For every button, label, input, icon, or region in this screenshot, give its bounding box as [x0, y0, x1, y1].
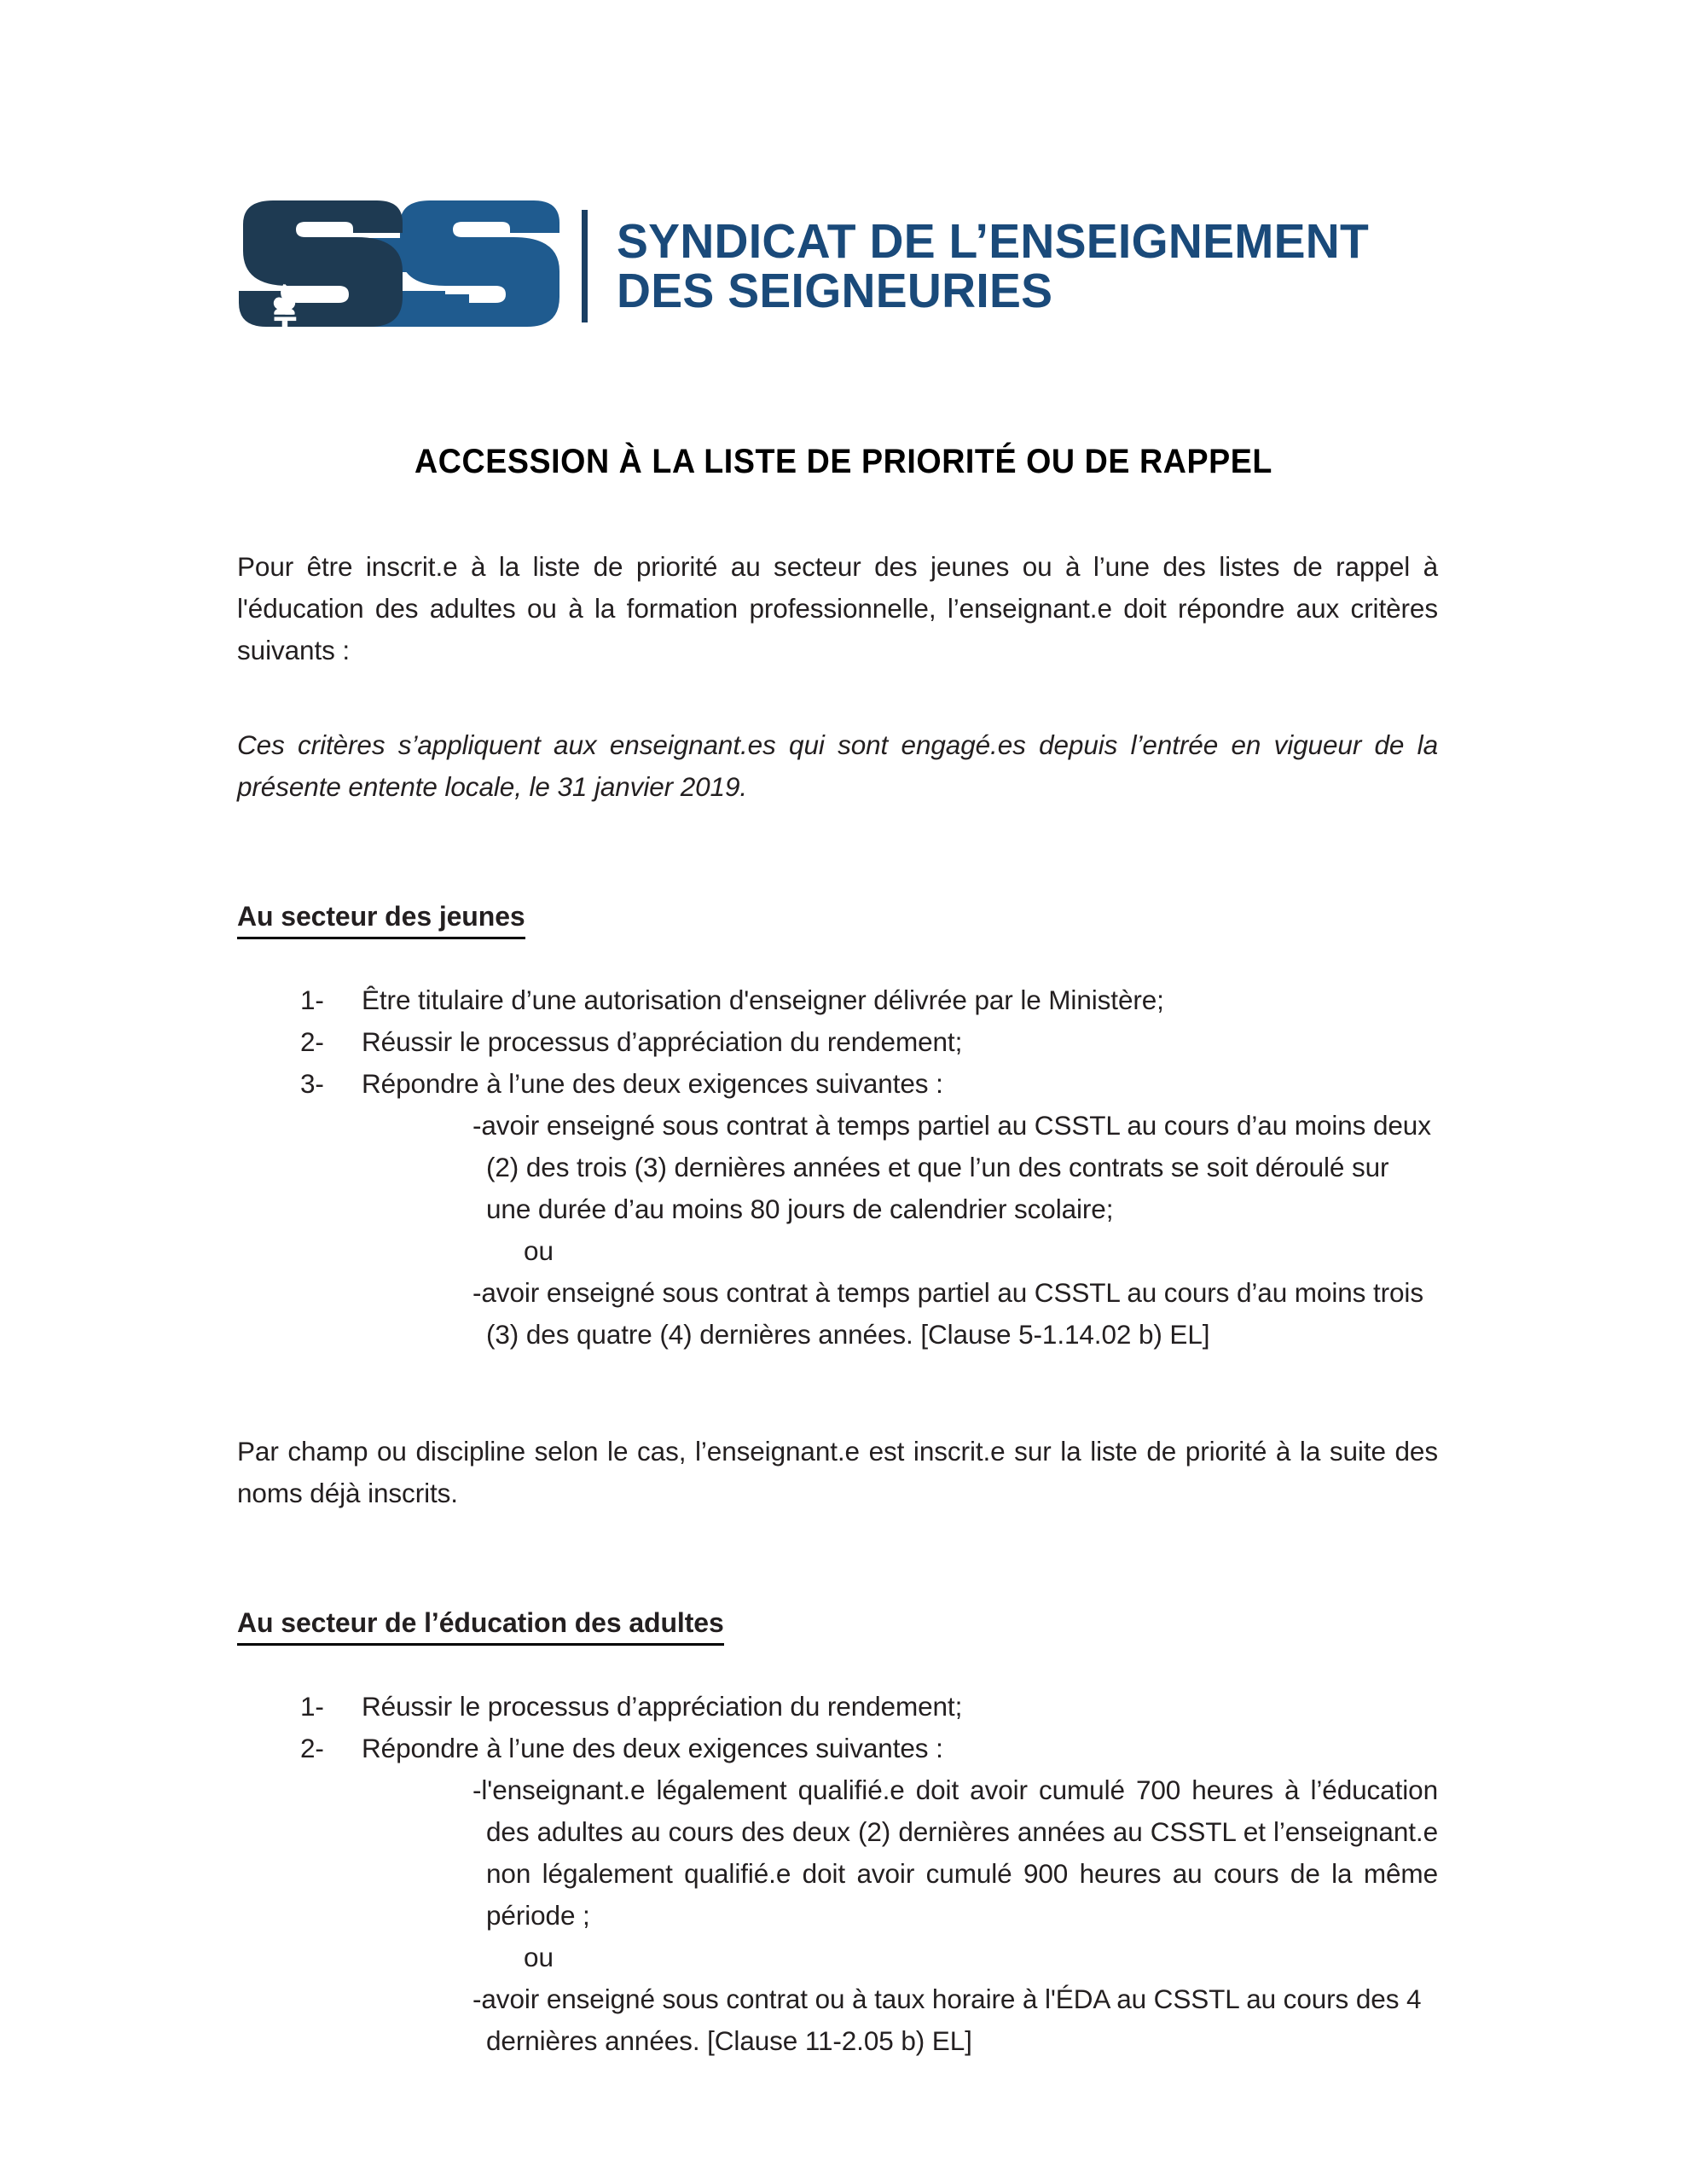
- list-item-text: Réussir le processus d’appréciation du rendement;: [362, 1691, 963, 1722]
- page-title: ACCESSION À LA LISTE DE PRIORITÉ OU DE RAPPEL: [415, 442, 1272, 480]
- organization-logo: [229, 189, 1392, 343]
- section-education-adultes: [237, 1603, 1438, 2062]
- document-body: [237, 546, 1438, 2062]
- section-heading: Au secteur de l’éducation des adultes: [237, 1603, 724, 1646]
- or-separator: ou: [524, 1235, 554, 1266]
- list-item-text: Réussir le processus d’appréciation du rendement;: [362, 1026, 963, 1057]
- logo-wordmark: [617, 213, 1392, 318]
- spacer: [237, 808, 1438, 897]
- list-item: [237, 1728, 1438, 1769]
- list-item: [237, 979, 1438, 1021]
- criteria-list: [237, 1686, 1438, 1769]
- logo-line-1: SYNDICAT DE L’ENSEIGNEMENT: [617, 213, 1370, 269]
- section-jeunes: [237, 897, 1438, 1514]
- list-item: [237, 1063, 1438, 1105]
- list-marker: 2-: [300, 1026, 324, 1057]
- list-item: [237, 1686, 1438, 1728]
- list-item-text: Répondre à l’une des deux exigences suivantes :: [362, 1733, 943, 1763]
- spacer: [237, 1646, 1438, 1686]
- option-b-text: -avoir enseigné sous contrat à temps partiel au CSSTL au cours d’au moins trois (3) des quatre (4) dernières années. [Clause 5-1.14.02 b) EL]: [472, 1277, 1423, 1350]
- section-closing-paragraph: Par champ ou discipline selon le cas, l’enseignant.e est inscrit.e sur la liste de priorité à la suite des noms déjà inscrits.: [237, 1436, 1438, 1508]
- option-b: [472, 1978, 1438, 2062]
- or-separator: ou: [524, 1942, 554, 1972]
- criteria-list: [237, 979, 1438, 1105]
- intro-note: Ces critères s’appliquent aux enseignant.es qui sont engagé.es depuis l’entrée en vigueur de la présente entente locale, le 31 janvier 2019.: [237, 729, 1438, 802]
- list-item: [237, 1021, 1438, 1063]
- logo-line-2: DES SEIGNEURIES: [617, 264, 1053, 318]
- list-marker: 1-: [300, 1691, 324, 1722]
- option-a-text: -l'enseignant.e légalement qualifié.e doit avoir cumulé 700 heures à l’éducation des adultes au cours des deux (2) dernières années au CSSTL et l’enseignant.e non légalement qualifié.e doit avoir cumulé 900 heures au cours de la même période ;: [472, 1774, 1438, 1931]
- ses-logo-mark: [229, 194, 570, 339]
- spacer: [237, 1514, 1438, 1603]
- option-a: [472, 1769, 1438, 1937]
- intro-paragraph: Pour être inscrit.e à la liste de priorité au secteur des jeunes ou à l’une des listes de rappel à l'éducation des adultes ou à la formation professionnelle, l’enseignant.e doit répondre aux critères suivants :: [237, 551, 1438, 665]
- spacer: [237, 671, 1438, 724]
- option-a: [472, 1105, 1438, 1230]
- logo-divider: [582, 210, 588, 322]
- list-marker: 2-: [300, 1733, 324, 1763]
- option-b-text: -avoir enseigné sous contrat ou à taux horaire à l'ÉDA au CSSTL au cours des 4 dernières années. [Clause 11-2.05 b) EL]: [472, 1984, 1422, 2056]
- option-b: [472, 1272, 1438, 1356]
- list-marker: 3-: [300, 1068, 324, 1099]
- list-item-text: Répondre à l’une des deux exigences suivantes :: [362, 1068, 943, 1099]
- option-a-text: -avoir enseigné sous contrat à temps partiel au CSSTL au cours d’au moins deux (2) des trois (3) dernières années et que l’un des contrats se soit déroulé sur une durée d’au moins 80 jours de calendrier scolaire;: [472, 1110, 1431, 1224]
- list-item-text: Être titulaire d’une autorisation d'enseigner délivrée par le Ministère;: [362, 985, 1164, 1015]
- section-heading: Au secteur des jeunes: [237, 897, 525, 939]
- spacer: [237, 1356, 1438, 1431]
- spacer: [237, 939, 1438, 979]
- list-marker: 1-: [300, 985, 324, 1015]
